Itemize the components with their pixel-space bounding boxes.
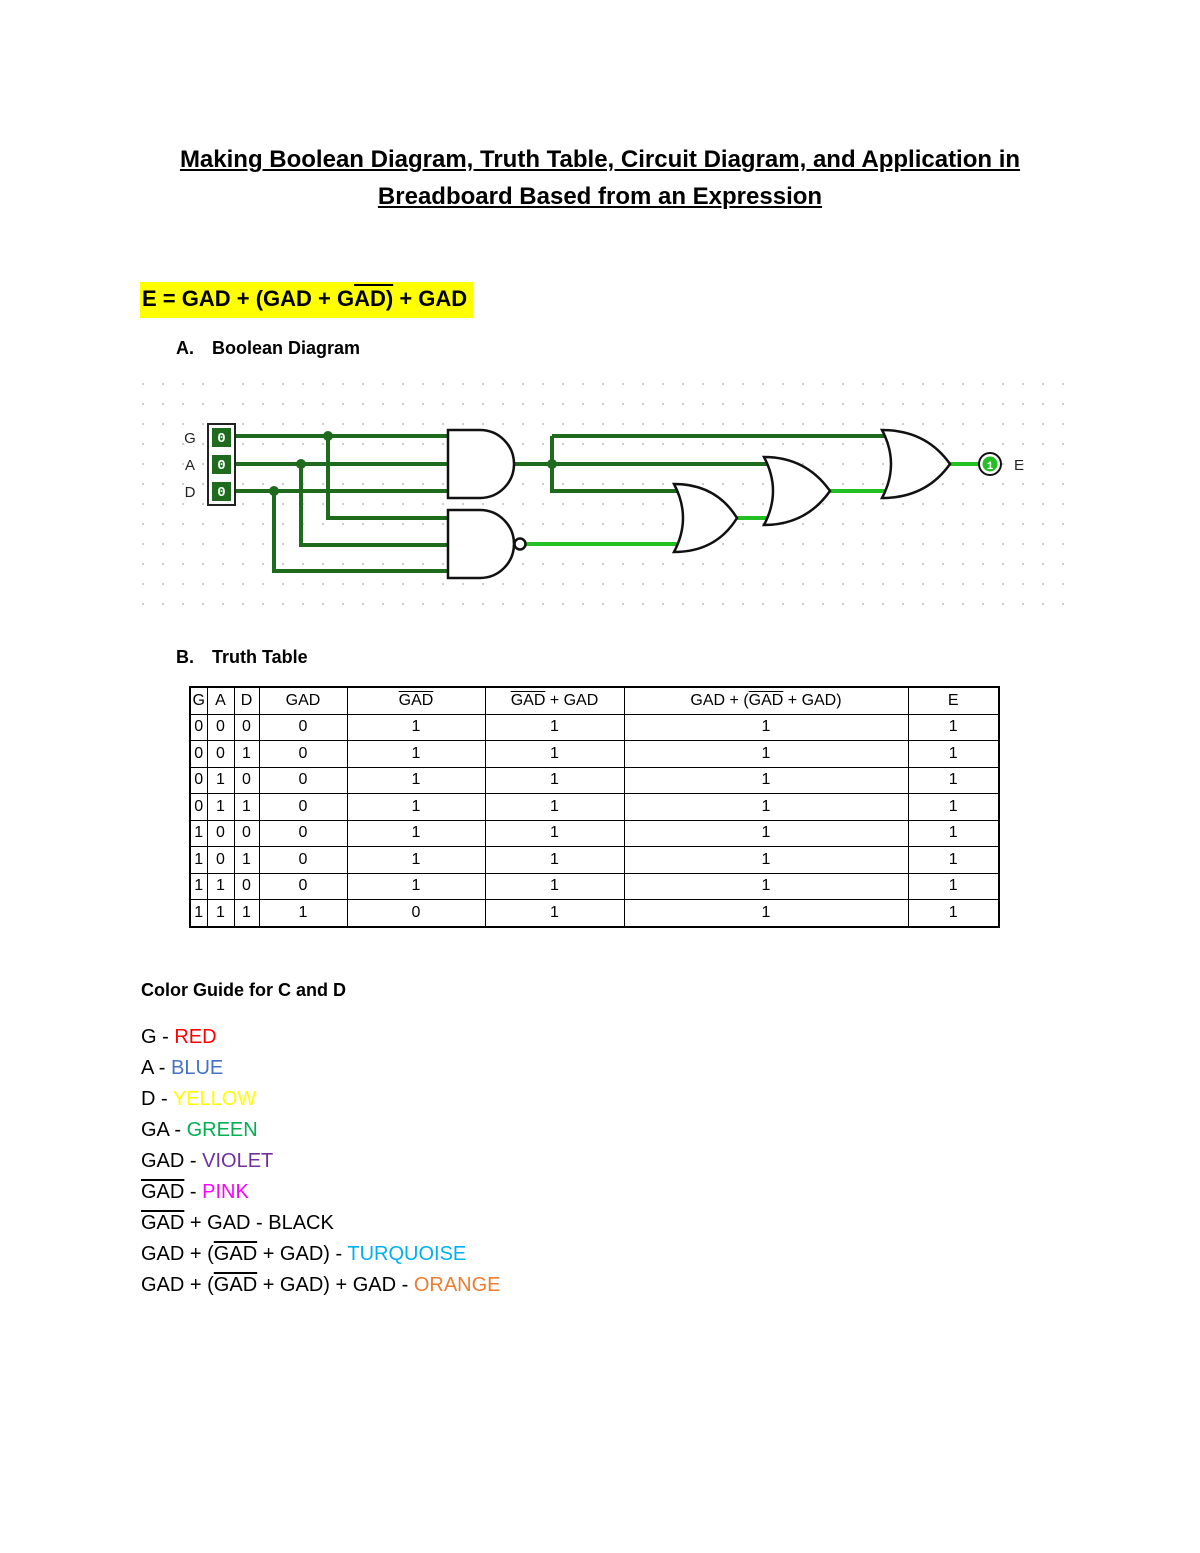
color-guide-color-name: YELLOW — [172, 1088, 257, 1110]
table-cell: 1 — [485, 714, 624, 741]
output-e-label: E — [1013, 457, 1025, 474]
table-cell: 0 — [347, 900, 485, 927]
color-guide-color-name: GREEN — [186, 1119, 258, 1141]
table-row — [190, 847, 999, 874]
table-cell: 1 — [207, 873, 234, 900]
table-cell: 1 — [908, 900, 999, 927]
table-cell: 0 — [259, 741, 347, 768]
table-cell: 1 — [347, 873, 485, 900]
input-g-label: G — [184, 430, 196, 447]
table-row — [190, 767, 999, 794]
table-cell: 1 — [259, 900, 347, 927]
table-cell: 0 — [190, 794, 207, 821]
color-guide-entry — [141, 1115, 501, 1146]
table-cell: 0 — [207, 847, 234, 874]
table-cell: 1 — [347, 794, 485, 821]
grid-background — [140, 378, 1065, 614]
table-cell: 0 — [259, 767, 347, 794]
table-cell: 1 — [347, 741, 485, 768]
table-cell: 1 — [908, 741, 999, 768]
expression-overlined: AD) — [354, 286, 394, 311]
table-cell: 0 — [207, 741, 234, 768]
table-cell: 1 — [190, 873, 207, 900]
header-d: D — [234, 687, 259, 714]
table-cell: 1 — [624, 767, 908, 794]
color-guide-title: Color Guide for C and D — [141, 980, 346, 1000]
color-guide-label: GAD - — [141, 1150, 203, 1172]
table-cell: 0 — [234, 873, 259, 900]
table-row — [190, 714, 999, 741]
section-a-heading — [176, 338, 360, 359]
table-cell: 1 — [624, 794, 908, 821]
table-cell: 1 — [347, 820, 485, 847]
table-row — [190, 741, 999, 768]
truth-table — [189, 686, 1000, 928]
table-cell: 0 — [259, 820, 347, 847]
color-guide-entry — [141, 1239, 501, 1270]
header-e: E — [908, 687, 999, 714]
table-cell: 0 — [207, 820, 234, 847]
document-title-line-1: Making Boolean Diagram, Truth Table, Circuit Diagram, and Application in — [179, 146, 1021, 173]
nand-gate — [448, 510, 514, 578]
table-cell: 0 — [190, 741, 207, 768]
color-guide-entry — [141, 1022, 501, 1053]
table-cell: 1 — [908, 714, 999, 741]
input-g-value: 0 — [217, 431, 226, 447]
section-b-heading — [176, 647, 308, 668]
table-row — [190, 794, 999, 821]
section-a-letter: A. — [176, 338, 194, 358]
table-row — [190, 820, 999, 847]
section-a-label: Boolean Diagram — [212, 338, 361, 358]
color-guide-entry — [141, 1084, 501, 1115]
table-cell: 0 — [259, 714, 347, 741]
output-e-value: 1 — [986, 461, 994, 473]
color-guide-label: G - — [141, 1026, 175, 1048]
table-cell: 1 — [624, 847, 908, 874]
table-cell: 1 — [624, 900, 908, 927]
input-a-value: 0 — [217, 458, 226, 474]
junction-a — [296, 459, 306, 469]
color-guide-entry — [141, 1177, 501, 1208]
color-guide-label: $\overline{GAD}$ + GAD - — [141, 1212, 269, 1234]
color-guide-entry — [141, 1270, 501, 1301]
color-guide-entry — [141, 1053, 501, 1084]
color-guide-label: GA - — [141, 1119, 187, 1141]
and-gate — [448, 430, 514, 498]
nand-bubble — [515, 539, 526, 550]
color-guide-color-name: ORANGE — [413, 1274, 501, 1296]
header-not-gad-text: $\overline{GAD}$ — [398, 691, 434, 709]
expression-prefix: E = GAD + (GAD + G — [142, 286, 355, 311]
header-a: A — [207, 687, 234, 714]
table-cell: 1 — [485, 900, 624, 927]
table-cell: 0 — [234, 767, 259, 794]
table-cell: 1 — [347, 847, 485, 874]
table-cell: 0 — [207, 714, 234, 741]
table-cell: 0 — [234, 820, 259, 847]
table-cell: 1 — [908, 847, 999, 874]
table-cell: 1 — [190, 820, 207, 847]
table-cell: 1 — [234, 794, 259, 821]
table-cell: 1 — [624, 820, 908, 847]
truth-table-body — [190, 714, 999, 927]
color-guide-color-name: PINK — [202, 1181, 249, 1203]
table-cell: 1 — [624, 873, 908, 900]
color-guide-label: D - — [141, 1088, 173, 1110]
table-cell: 1 — [207, 794, 234, 821]
table-cell: 1 — [908, 873, 999, 900]
table-row — [190, 900, 999, 927]
color-guide-color-name: TURQUOISE — [347, 1243, 467, 1265]
table-cell: 1 — [485, 820, 624, 847]
table-cell: 1 — [347, 767, 485, 794]
header-not-gad — [347, 687, 485, 714]
table-cell: 1 — [908, 820, 999, 847]
color-guide-label: GAD + $(\overline{GAD} + GAD)$ + GAD - — [141, 1274, 414, 1296]
table-cell: 1 — [190, 847, 207, 874]
table-cell: 0 — [259, 847, 347, 874]
color-guide-label: GAD + $(\overline{GAD} + GAD)$ - — [141, 1243, 348, 1265]
header-g: G — [190, 687, 207, 714]
table-cell: 1 — [485, 741, 624, 768]
header-gad: GAD — [259, 687, 347, 714]
table-cell: 1 — [908, 767, 999, 794]
boolean-circuit-diagram — [140, 378, 1065, 614]
table-cell: 1 — [234, 900, 259, 927]
expression-suffix: + GAD — [393, 286, 468, 311]
header-gad-plus-group: GAD + $(\overline{GAD} + GAD)$ — [624, 687, 908, 714]
table-cell: 1 — [234, 847, 259, 874]
table-cell: 1 — [207, 767, 234, 794]
table-cell: 1 — [485, 847, 624, 874]
table-cell: 1 — [485, 873, 624, 900]
table-cell: 0 — [259, 794, 347, 821]
table-cell: 1 — [624, 714, 908, 741]
table-cell: 0 — [259, 873, 347, 900]
table-cell: 1 — [190, 900, 207, 927]
table-cell: 1 — [485, 767, 624, 794]
truth-table-header — [190, 687, 999, 714]
input-a-label: A — [184, 457, 196, 474]
table-cell: 1 — [347, 714, 485, 741]
color-guide-color-name: BLUE — [171, 1057, 224, 1079]
junction-gad — [547, 459, 557, 469]
table-cell: 0 — [234, 714, 259, 741]
table-cell: 1 — [485, 794, 624, 821]
color-guide-label: A - — [141, 1057, 172, 1079]
junction-d — [269, 486, 279, 496]
table-cell: 1 — [624, 741, 908, 768]
color-guide-color-name: VIOLET — [202, 1150, 274, 1172]
section-b-letter: B. — [176, 647, 194, 667]
input-d-value: 0 — [217, 485, 226, 501]
table-cell: 0 — [190, 767, 207, 794]
table-cell: 0 — [190, 714, 207, 741]
color-guide-color-name: BLACK — [268, 1212, 334, 1234]
table-cell: 1 — [234, 741, 259, 768]
color-guide-list — [141, 1022, 501, 1301]
table-cell: 1 — [908, 794, 999, 821]
color-guide-color-name: RED — [174, 1026, 217, 1048]
boolean-expression — [140, 282, 473, 318]
table-row — [190, 873, 999, 900]
section-b-label: Truth Table — [212, 647, 308, 667]
color-guide-label: $\overline{GAD}$ - — [141, 1181, 203, 1203]
color-guide-entry — [141, 1146, 501, 1177]
table-cell: 1 — [207, 900, 234, 927]
header-not-gad-plus-gad: $\overline{GAD}$ + GAD — [485, 687, 624, 714]
junction-g — [323, 431, 333, 441]
input-d-label: D — [184, 484, 196, 501]
document-title-line-2: Breadboard Based from an Expression — [377, 183, 823, 210]
color-guide-entry — [141, 1208, 501, 1239]
